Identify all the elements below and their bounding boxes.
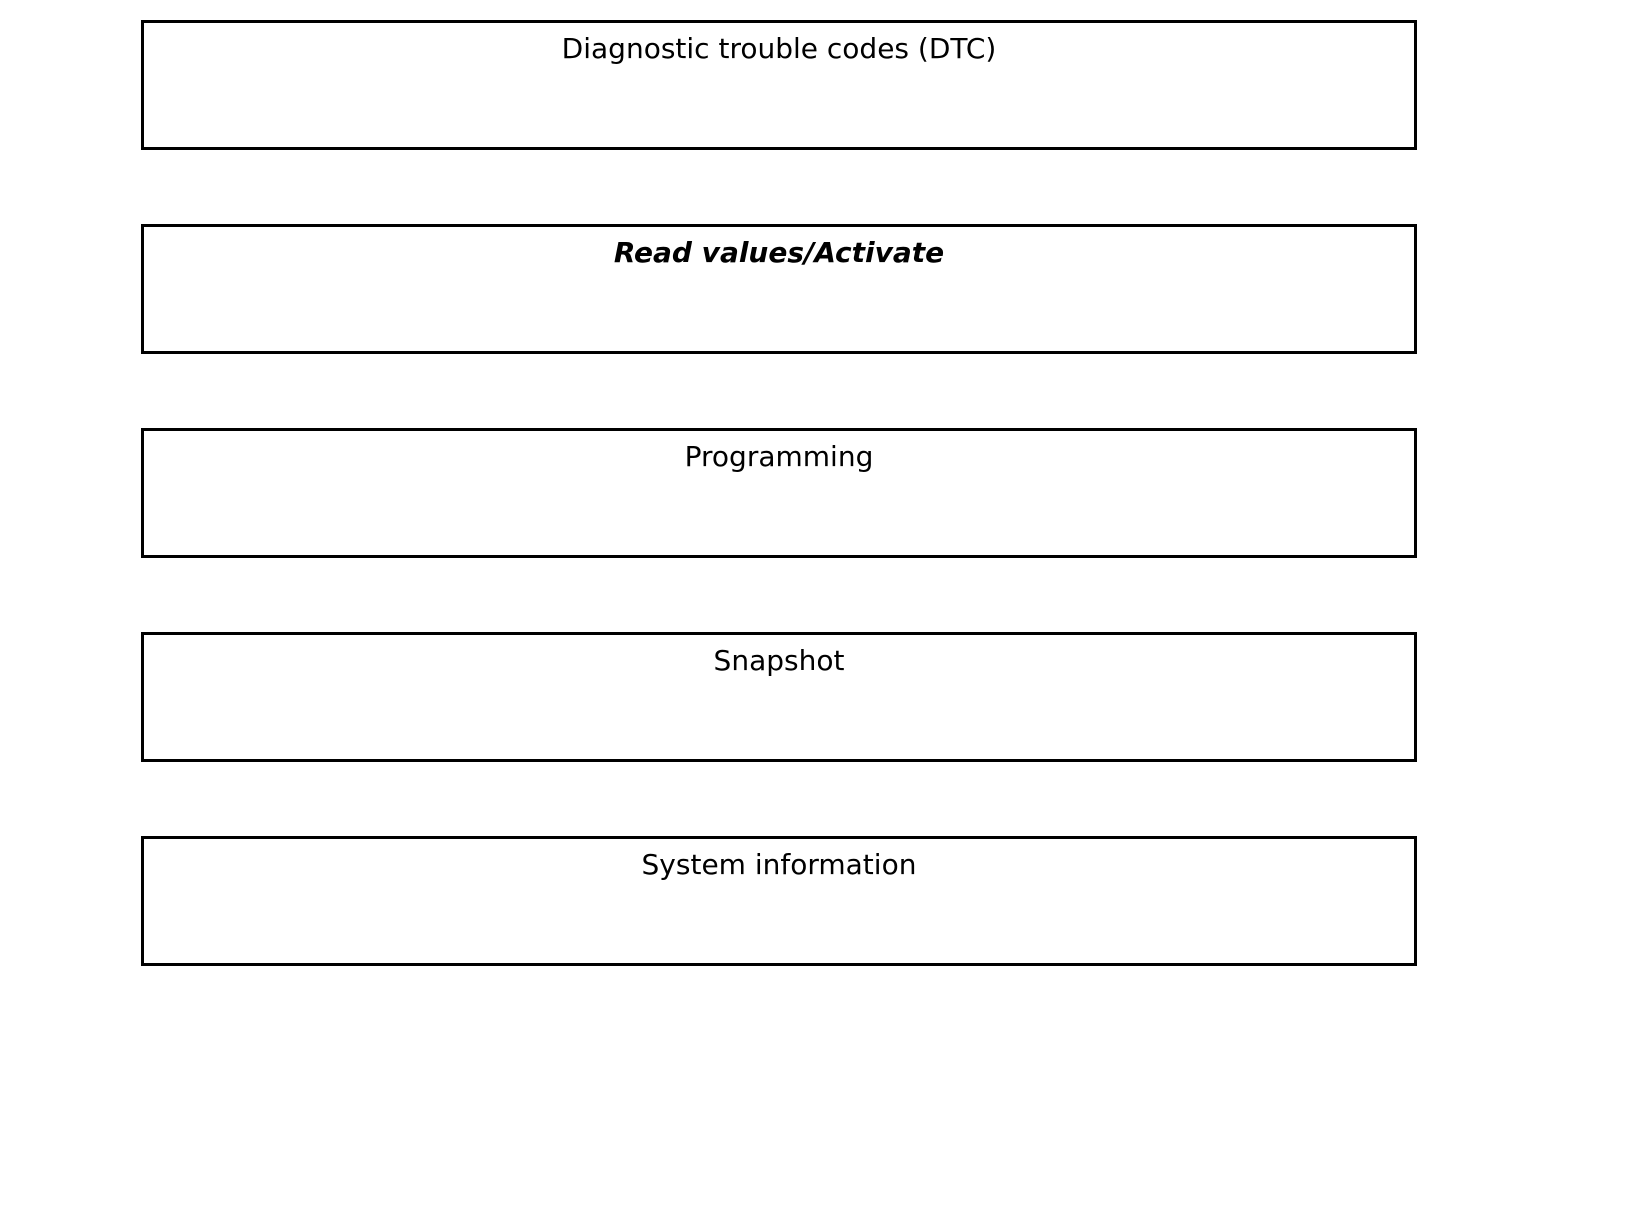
menu-item-diagnostic-trouble-codes[interactable]: [141, 20, 1417, 150]
menu-item-programming[interactable]: [141, 428, 1417, 558]
menu-item-label: Diagnostic trouble codes (DTC): [561, 32, 997, 65]
menu-item-label: Read values/Activate: [613, 236, 945, 269]
menu-item-read-values-activate[interactable]: [141, 224, 1417, 354]
menu-item-system-information[interactable]: [141, 836, 1417, 966]
menu-item-label: System information: [641, 848, 917, 881]
menu-item-label: Programming: [684, 440, 874, 473]
menu-item-label: Snapshot: [713, 644, 845, 677]
menu-item-snapshot[interactable]: [141, 632, 1417, 762]
main-menu: [141, 20, 1417, 966]
